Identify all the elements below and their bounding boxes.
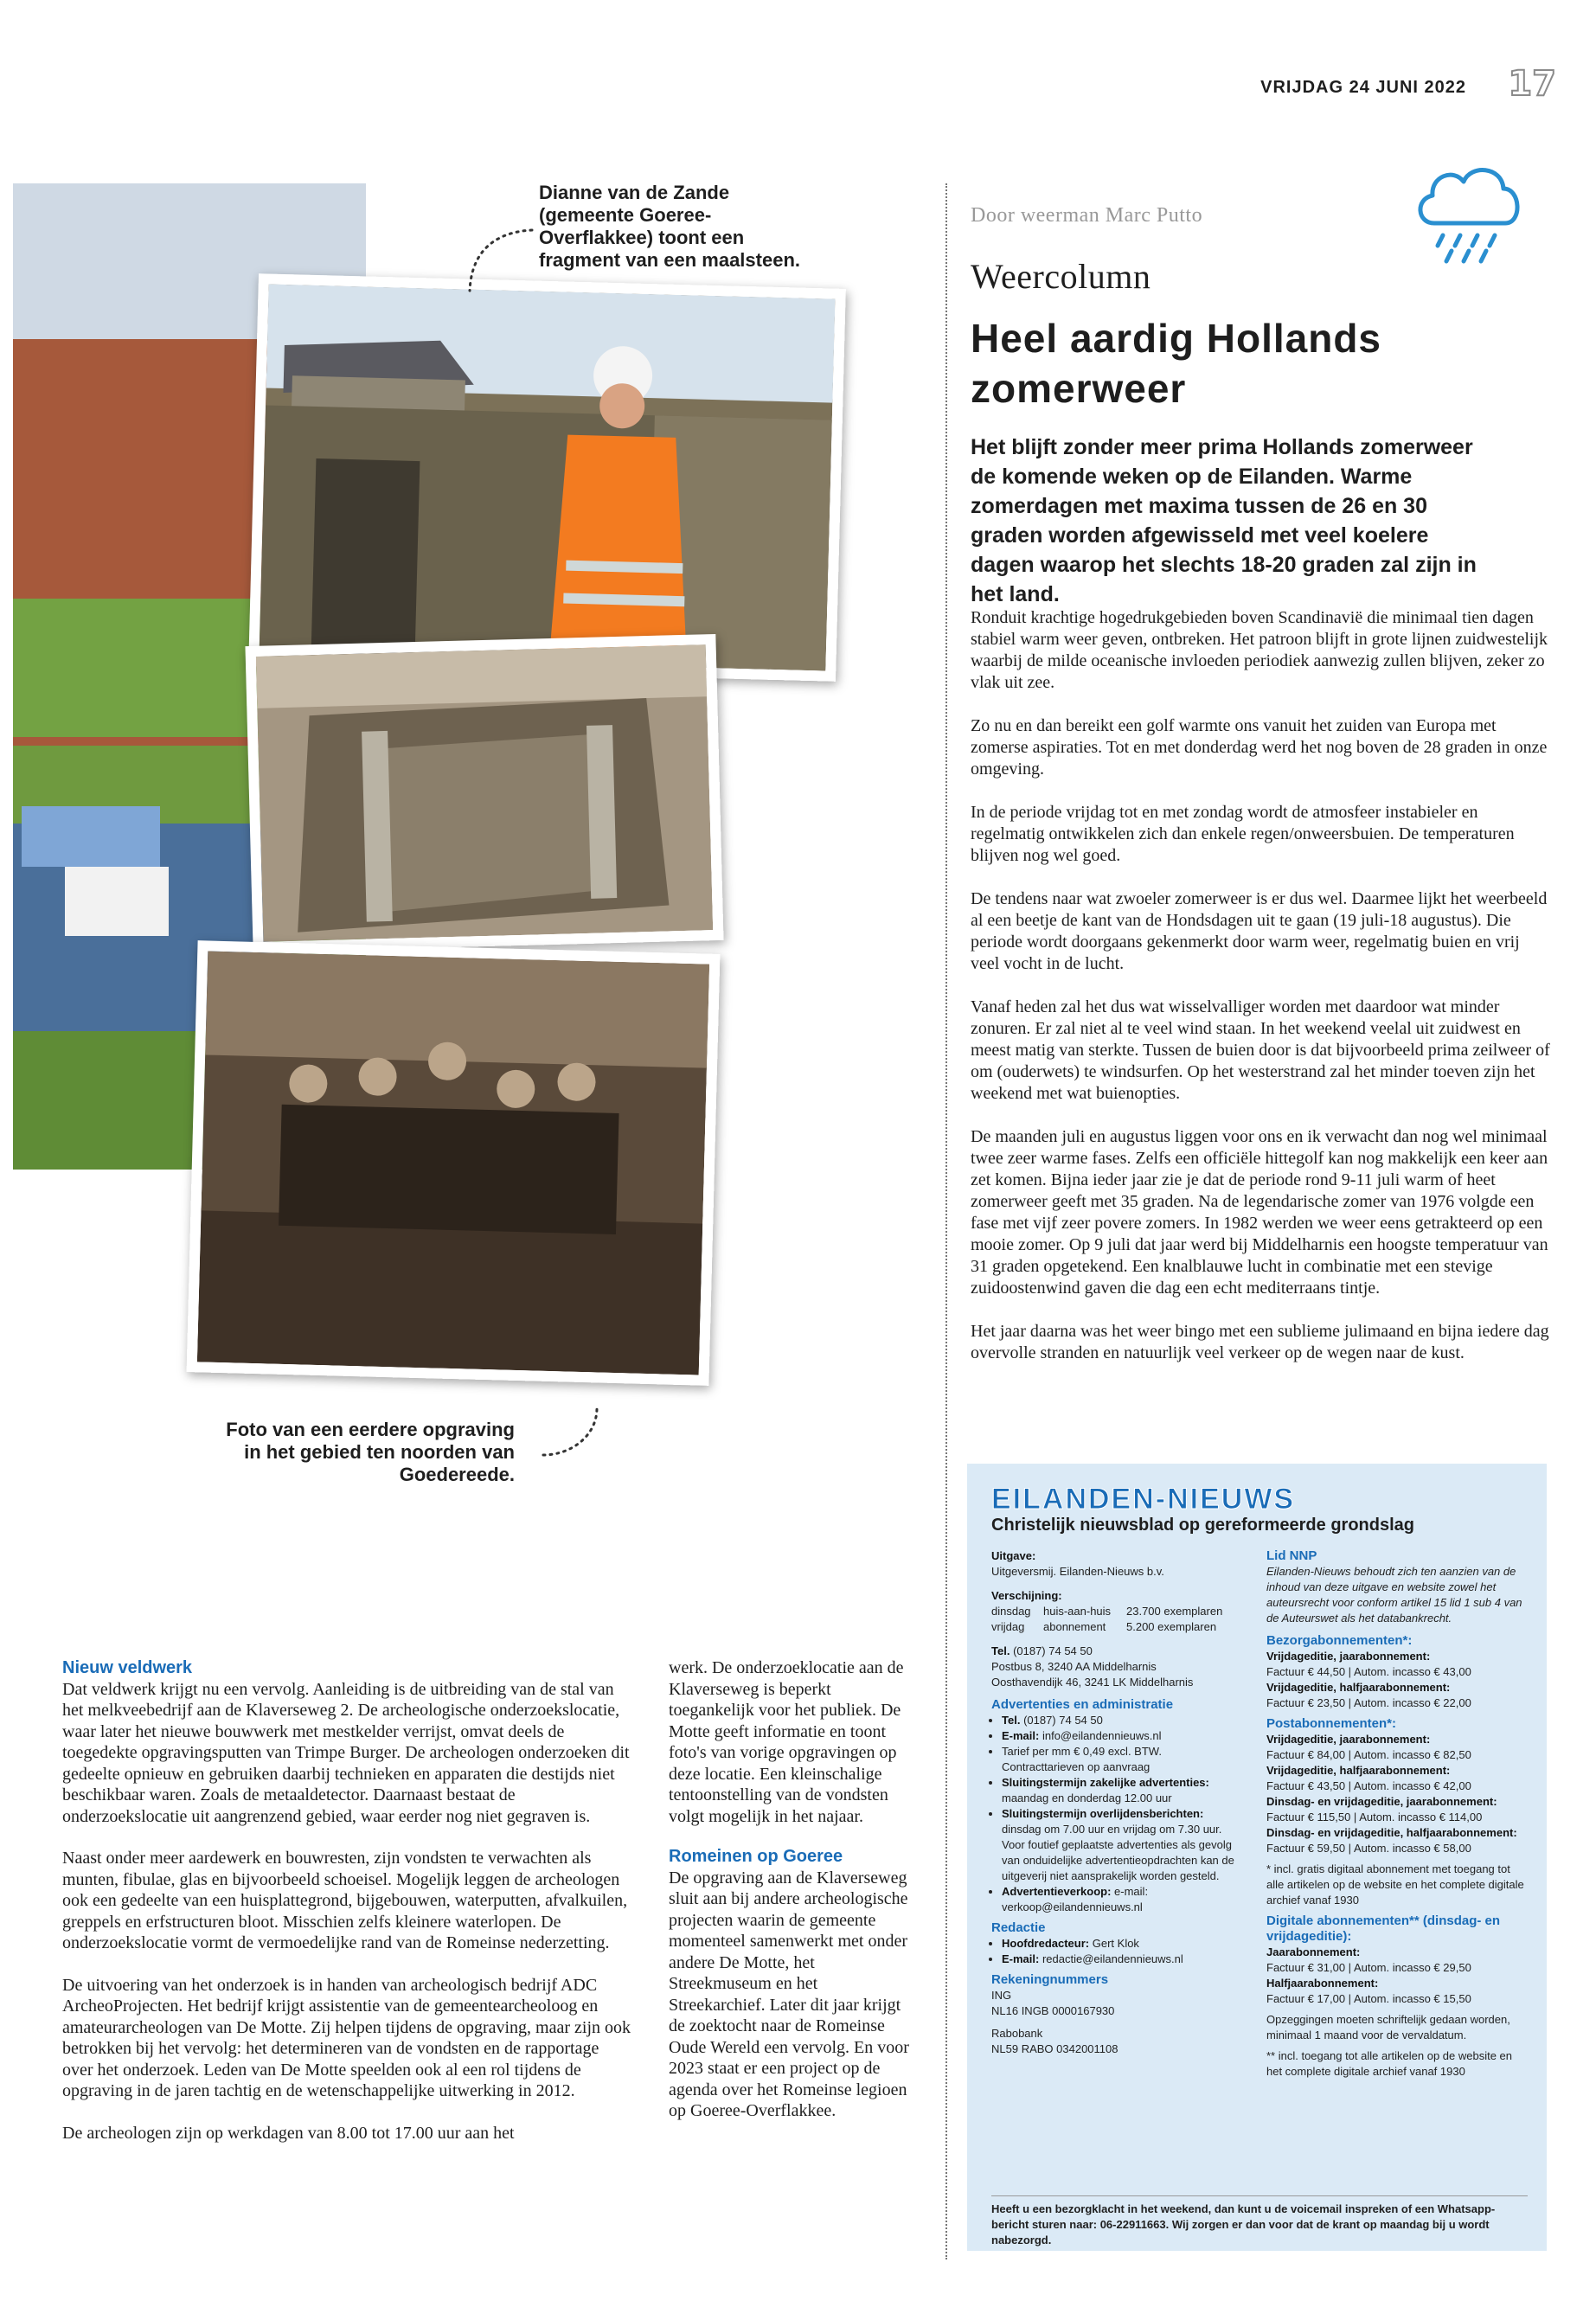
lid-heading: Lid NNP: [1266, 1548, 1317, 1563]
weather-paragraph: Het jaar daarna was het weer bingo met een sublieme julimaand en bijna iedere dag overvolle stranden en natuurlijk veel verkeer op de wegen naar de kust.: [971, 1322, 1549, 1362]
redactie-heading: Redactie: [991, 1920, 1046, 1935]
item-label: Advertentieverkoop:: [1002, 1885, 1112, 1898]
item-label: Sluitingstermijn zakelijke advertenties:: [1002, 1776, 1209, 1789]
page-number: 17: [1508, 64, 1556, 104]
uitgave-text: Uitgeversmij. Eilanden-Nieuws b.v.: [991, 1565, 1164, 1578]
weather-paragraph: Ronduit krachtige hogedrukgebieden boven Scandinavië die minimaal tien dagen stabiel warm weer geven, ontbreken. Het patroon blijft in grote lijnen zuidwestelijk waarbij de milde oceanische invloeden periodiek aanwezig zullen blijven, zeker zo vlak uit zee.: [971, 608, 1548, 692]
weather-paragraph: Zo nu en dan bereikt een golf warmte ons vanuit het zuiden van Europa met zomerse aspiraties. Tot en met donderdag werd het nog boven de 28 graden in onze omgeving.: [971, 716, 1548, 779]
bezorg-heading: Bezorgabonnementen*:: [1266, 1633, 1413, 1648]
colophon-left: [991, 1548, 1242, 2057]
article-paragraph: De opgraving aan de Klaverseweg sluit aan bij andere archeologische projecten waarin de gemeente momenteel samenwerkt met onder andere De Motte, het Streekmuseum en het Streekarchief. Later dit jaar krijgt de zoektocht naar de Romeinse Oude Wereld een vervolg. En voor 2023 staat er een project op de agenda over het Romeinse legioen op Goeree-Overflakkee.: [669, 1868, 909, 2120]
subscription-title: Vrijdageditie, jaarabonnement:: [1266, 1733, 1431, 1746]
address-line: Postbus 8, 3240 AA Middelharnis: [991, 1660, 1157, 1673]
subscription-price: Factuur € 23,50 | Autom. incasso € 22,00: [1266, 1696, 1471, 1709]
lid-text: Eilanden-Nieuws behoudt zich ten aanzien van de inhoud van deze uitgave en website zowel het auteursrecht voor conform artikel 15 lid 1 sub 4 van de Auteurswet als het databankrecht.: [1266, 1565, 1522, 1625]
weather-paragraph: De tendens naar wat zwoeler zomerweer is er dus wel. Daarmee lijkt het weerbeeld al een beetje de kant van de Hondsdagen uit te gaan (19 juli-18 augustus). Die periode wordt doorgaans gekenmerkt door warm weer, regelmatig buien en vrij veel vocht in de lucht.: [971, 889, 1548, 973]
newspaper-logo: EILANDEN-NIEUWS: [991, 1483, 1296, 1516]
subscription-price: Factuur € 115,50 | Autom. incasso € 114,00: [1266, 1811, 1483, 1823]
subscription-price: Factuur € 43,50 | Autom. incasso € 42,00: [1266, 1779, 1471, 1792]
list-item: [1002, 1884, 1242, 1915]
list-item: [1002, 1744, 1242, 1775]
caption-connector-top: [463, 223, 541, 294]
item-text: (0187) 74 54 50: [1023, 1714, 1103, 1727]
trench-photo: [245, 634, 723, 952]
list-item: [1002, 1936, 1242, 1952]
subscription-price: Factuur € 17,00 | Autom. incasso € 15,50: [1266, 1992, 1471, 2005]
digital-heading: Digitale abonnementen** (dinsdag- en vrijdageditie):: [1266, 1913, 1501, 1944]
verschijning-count: 23.700 exemplaren: [1126, 1605, 1223, 1618]
verschijning-label: Verschijning:: [991, 1589, 1062, 1602]
section-subhead: Romeinen op Goeree: [669, 1847, 843, 1866]
verschijning-type: huis-aan-huis: [1043, 1605, 1112, 1618]
item-text: redactie@eilandennieuws.nl: [1042, 1952, 1183, 1965]
section-subhead: Nieuw veldwerk: [62, 1658, 193, 1677]
verschijning-day: dinsdag: [991, 1605, 1031, 1618]
advertenties-heading: Advertenties en administratie: [991, 1697, 1174, 1712]
list-item: [1002, 1775, 1242, 1806]
colophon-right: [1266, 1548, 1526, 2080]
article-middle-column: [669, 1657, 911, 2141]
subscription-price: Factuur € 31,00 | Autom. incasso € 29,50: [1266, 1961, 1471, 1974]
item-label: Sluitingstermijn overlijdensberichten:: [1002, 1807, 1204, 1820]
article-left-column: [62, 1657, 633, 2164]
weather-lead: Het blijft zonder meer prima Hollands zomerweer de komende weken op de Eilanden. Warme zomerdagen met maxima tussen de 26 en 30 graden worden afgewisseld met veel koelere dagen waarop het slechts 18-20 graden zal zijn in het land.: [971, 435, 1477, 606]
subscription-title: Halfjaarabonnement:: [1266, 1977, 1379, 1990]
colophon-box: [967, 1464, 1547, 2251]
newspaper-tagline: Christelijk nieuwsblad op gereformeerde grondslag: [991, 1516, 1414, 1535]
subscription-title: Vrijdageditie, halfjaarabonnement:: [1266, 1681, 1451, 1694]
redactie-list: [991, 1936, 1242, 1967]
colophon-footer: Heeft u een bezorgklacht in het weekend, dan kunt u de voicemail inspreken of een Whatsapp-bericht sturen naar: 06-22911663. Wij zorgen er dan voor dat de krant op maandag bij u wordt nabezorgd.: [991, 2195, 1528, 2248]
weather-body: [971, 607, 1550, 1386]
article-paragraph: Dat veldwerk krijgt nu een vervolg. Aanleiding is de uitbreiding van de stal van het melkveebedrijf aan de Klaverseweg 2. De archeologische onderzoekslocatie, waar later het nieuwe bouwwerk met mestkelder verrijst, omvat deels de toegedekte opgravingsputten van Trimpe Burger. De archeologen onderzoeken dit gedeelte opnieuw en gebruiken daarbij technieken en apparaten die destijds niet beschikbaar waren. Zoals de metaaldetector. Daarnaast bestaat de onderzoekslocatie uit aangrenzend gebied, waar eerder nog niet gegraven is.: [62, 1679, 630, 1826]
article-paragraph: De archeologen zijn op werkdagen van 8.00 tot 17.00 uur aan het: [62, 2123, 515, 2143]
weather-kicker: Weercolumn: [971, 257, 1151, 296]
subscription-price: Factuur € 44,50 | Autom. incasso € 43,00: [1266, 1665, 1471, 1678]
subscription-title: Jaarabonnement:: [1266, 1945, 1361, 1958]
opzeg-text: Opzeggingen moeten schriftelijk gedaan worden, minimaal 1 maand voor de vervaldatum.: [1266, 2013, 1510, 2041]
rekening-heading: Rekeningnummers: [991, 1972, 1109, 1987]
tel-number: (0187) 74 54 50: [1013, 1644, 1093, 1657]
rekening-line: ING: [991, 1989, 1012, 2002]
subscription-price: Factuur € 59,50 | Autom. incasso € 58,00: [1266, 1842, 1471, 1855]
weather-paragraph: Vanaf heden zal het dus wat wisselvalliger worden met daardoor wat minder zonuren. Er zal niet al te veel wind staan. In het weekend veelal uit zuidwest en meest matig van sterkte. Tussen de buien door is dat bijvoorbeeld prima zeilweer of om (ouderwets) te windsurfen. Op het westerstrand zal het minder toeven zijn het weekend met wat buienopties.: [971, 997, 1550, 1103]
weather-byline: Door weerman Marc Putto: [971, 204, 1203, 227]
list-item: [1002, 1952, 1242, 1967]
photo-caption-bottom: Foto van een eerdere opgraving in het gebied ten noorden van Goedereede.: [226, 1419, 515, 1485]
weather-headline: Heel aardig Hollands zomerweer: [971, 316, 1382, 411]
tel-label: Tel.: [991, 1644, 1010, 1657]
item-text: info@eilandennieuws.nl: [1042, 1729, 1162, 1742]
uitgave-label: Uitgave:: [991, 1549, 1036, 1562]
item-text: e-mail: verkoop@eilandennieuws.nl: [1002, 1885, 1149, 1913]
subscription-title: Dinsdag- en vrijdageditie, halfjaarabonnement:: [1266, 1826, 1517, 1839]
advertenties-list: [991, 1713, 1242, 1915]
historical-workers-photo: [187, 940, 721, 1386]
item-label: Hoofdredacteur:: [1002, 1937, 1090, 1950]
subscription-title: Dinsdag- en vrijdageditie, jaarabonnement:: [1266, 1795, 1497, 1808]
item-text: Gert Klok: [1092, 1937, 1139, 1950]
rekening-line: Rabobank: [991, 2027, 1043, 2040]
excavation-woman-photo: [248, 273, 846, 682]
rekening-line: NL16 INGB 0000167930: [991, 2004, 1115, 2017]
address-line: Oosthavendijk 46, 3241 LK Middelharnis: [991, 1676, 1194, 1689]
item-text: Tarief per mm € 0,49 excl. BTW. Contracttarieven op aanvraag: [1002, 1745, 1162, 1773]
verschijning-row: [991, 1619, 1242, 1635]
verschijning-row: [991, 1604, 1242, 1619]
item-text: dinsdag om 7.00 uur en vrijdag om 7.30 uur. Voor foutief geplaatste advertenties als gevolg van onduidelijke advertentieopdrachten kan de uitgeverij niet aansprakelijk worden gesteld.: [1002, 1823, 1234, 1882]
list-item: [1002, 1728, 1242, 1744]
subscription-note: * incl. gratis digitaal abonnement met toegang tot alle artikelen op de website en het complete digitale archief vanaf 1930: [1266, 1862, 1524, 1907]
page-date: VRIJDAG 24 JUNI 2022: [1260, 78, 1466, 97]
article-paragraph: Naast onder meer aardewerk en bouwresten, zijn vondsten te verwachten als munten, fibulae, glas en bijvoorbeeld schoeisel. Mogelijk leggen de archeologen ook een gedeelte van een huisplattegrond, bijgebouwen, waterputten, afvalkuilen, greppels en erfstructuren bloot. Misschien zelfs kleinere waterlopen. De onderzoekslocatie vormt de vermoedelijke rand van de Romeinse nederzetting.: [62, 1849, 628, 1952]
item-label: Tel.: [1002, 1714, 1021, 1727]
subscription-title: Vrijdageditie, jaarabonnement:: [1266, 1650, 1431, 1663]
list-item: [1002, 1806, 1242, 1884]
weather-paragraph: In de periode vrijdag tot en met zondag wordt de atmosfeer instabieler en regelmatig ontwikkelen zich dan enkele regen/onweersbuien. De temperaturen blijven nog wel goed.: [971, 803, 1515, 865]
photo-caption-top: Dianne van de Zande (gemeente Goeree-Overflakkee) toont een fragment van een maalsteen.: [539, 182, 801, 271]
item-label: E-mail:: [1002, 1729, 1040, 1742]
verschijning-type: abonnement: [1043, 1620, 1106, 1633]
subscription-price: Factuur € 84,00 | Autom. incasso € 82,50: [1266, 1748, 1471, 1761]
item-label: E-mail:: [1002, 1952, 1040, 1965]
article-paragraph: De uitvoering van het onderzoek is in handen van archeologisch bedrijf ADC ArcheoProjecten. Het bedrijf krijgt assistentie van de gemeentearcheoloog en amateurarcheologen van De Motte. Zij helpen tijdens de opgraving, maar zijn ook betrokken bij het vervolg: het determineren van de vondsten en de rapportage over het onderzoek. Leden van De Motte speelden ook al een rol tijdens de opgraving in de jaren tachtig en de wetenschappelijke uitwerking in 2012.: [62, 1975, 631, 2100]
list-item: [1002, 1713, 1242, 1728]
weather-paragraph: De maanden juli en augustus liggen voor ons en ik verwacht dan nog wel minimaal twee zeer warme fases. Zelfs een officiële hittegolf kan nog makkelijk een keer aan zet komen. Bijna ieder jaar zie je dat de periode rond 9-11 juli warm of heet zomerweer geeft met 35 graden. Na de legendarische zomer van 1976 volgde een fase met vijf zeer povere zomers. In 1982 werden we weer eens getrakteerd op een mooie zomer. Op 9 juli dat jaar werd bij Middelharnis een hoogste temperatuur van 31 graden opgetekend. Een knalblauwe lucht in combinatie met een stevige zuidoostenwind gaven die dag een echt mediterraans tintje.: [971, 1127, 1548, 1298]
post-heading: Postabonnementen*:: [1266, 1716, 1397, 1731]
rain-cloud-icon: [1408, 145, 1529, 266]
subscription-title: Vrijdageditie, halfjaarabonnement:: [1266, 1764, 1451, 1777]
item-text: maandag en donderdag 12.00 uur: [1002, 1791, 1172, 1804]
subscription-note: ** incl. toegang tot alle artikelen op de website en het complete digitale archief vanaf 1930: [1266, 2049, 1513, 2078]
column-divider: [945, 183, 947, 2259]
caption-connector-bottom: [536, 1401, 606, 1462]
rekening-line: NL59 RABO 0342001108: [991, 2042, 1118, 2055]
verschijning-day: vrijdag: [991, 1620, 1025, 1633]
article-paragraph: werk. De onderzoeklocatie aan de Klaverseweg is beperkt toegankelijk voor het publiek. De Motte geeft informatie en toont foto's van vorige opgravingen op deze locatie. Een kleinschalige tentoonstelling van de vondsten volgt mogelijk in het najaar.: [669, 1658, 904, 1826]
verschijning-count: 5.200 exemplaren: [1126, 1620, 1217, 1633]
